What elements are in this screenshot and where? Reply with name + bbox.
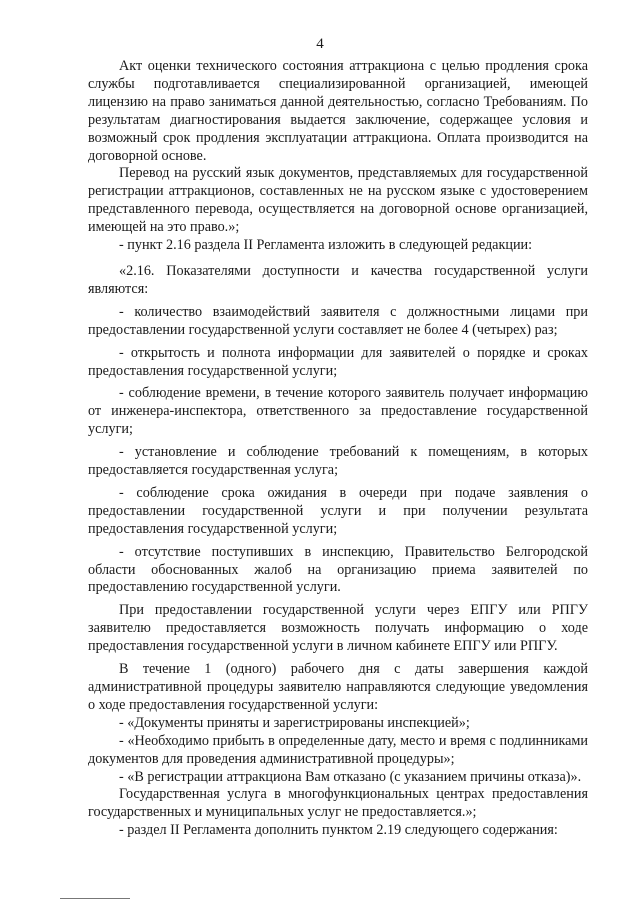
paragraph: - установление и соблюдение требований к помещениям, в которых предоставляется государственная услуга;	[88, 444, 588, 479]
paragraph: - открытость и полнота информации для заявителей о порядке и сроках предоставления государственной услуги;	[88, 344, 588, 379]
paragraph: - «В регистрации аттракциона Вам отказано (с указанием причины отказа)».	[119, 768, 582, 785]
paragraph: - раздел II Регламента дополнить пунктом 2.19 следующего содержания:	[119, 822, 558, 839]
paragraph: - пункт 2.16 раздела II Регламента изложить в следующей редакции:	[119, 237, 533, 254]
paragraph: Государственная услуга в многофункциональных центрах предоставления государственных и муниципальных услуг не предоставляется.»;	[88, 786, 588, 821]
page-number: 4	[316, 36, 324, 52]
paragraph: - «Необходимо прибыть в определенные дату, место и время с подлинниками документов для проведения административной процедуры»;	[88, 732, 588, 767]
paragraph: - количество взаимодействий заявителя с должностными лицами при предоставлении государственной услуги составляет не более 4 (четырех) раз;	[88, 303, 588, 338]
paragraph: - «Документы приняты и зарегистрированы инспекцией»;	[119, 714, 470, 731]
paragraph: - отсутствие поступивших в инспекцию, Правительство Белгородской области обоснованных жалоб на организацию приема заявителей по предоставлению государственной услуги.	[88, 543, 588, 596]
paragraph: - соблюдение времени, в течение которого заявитель получает информацию от инженера-инспектора, ответственного за предоставление государственной услуги;	[88, 385, 588, 438]
paragraph: - соблюдение срока ожидания в очереди при подаче заявления о предоставлении государственной услуги и при получении результата предоставления государственной услуги;	[88, 484, 588, 537]
paragraph: Акт оценки технического состояния аттракциона с целью продления срока службы подготавливается специализированной организацией, имеющей лицензию на право заниматься данной деятельностью, согласно Требованиям. По результатам диагностирования выдается заключение, содержащее условия и возможный срок продления эксплуатации аттракциона. Оплата производится на договорной основе.	[88, 58, 588, 164]
paragraph: Перевод на русский язык документов, представляемых для государственной регистрации аттракционов, составленных не на русском языке с удостоверением представленного перевода, осуществляется на договорной основе организацией, имеющей на это право.»;	[88, 165, 588, 236]
paragraph: В течение 1 (одного) рабочего дня с даты завершения каждой административной процедуры заявителю направляются следующие уведомления о ходе предоставления государственной услуги:	[88, 661, 588, 713]
paragraph: «2.16. Показателями доступности и качества государственной услуги являются:	[88, 262, 588, 297]
paragraph: При предоставлении государственной услуги через ЕПГУ или РПГУ заявителю предоставляется возможность получать информацию о ходе предоставления государственной услуги в личном кабинете ЕПГУ или РПГУ.	[88, 602, 588, 655]
document-body	[88, 58, 588, 840]
footer-rule	[60, 898, 130, 899]
